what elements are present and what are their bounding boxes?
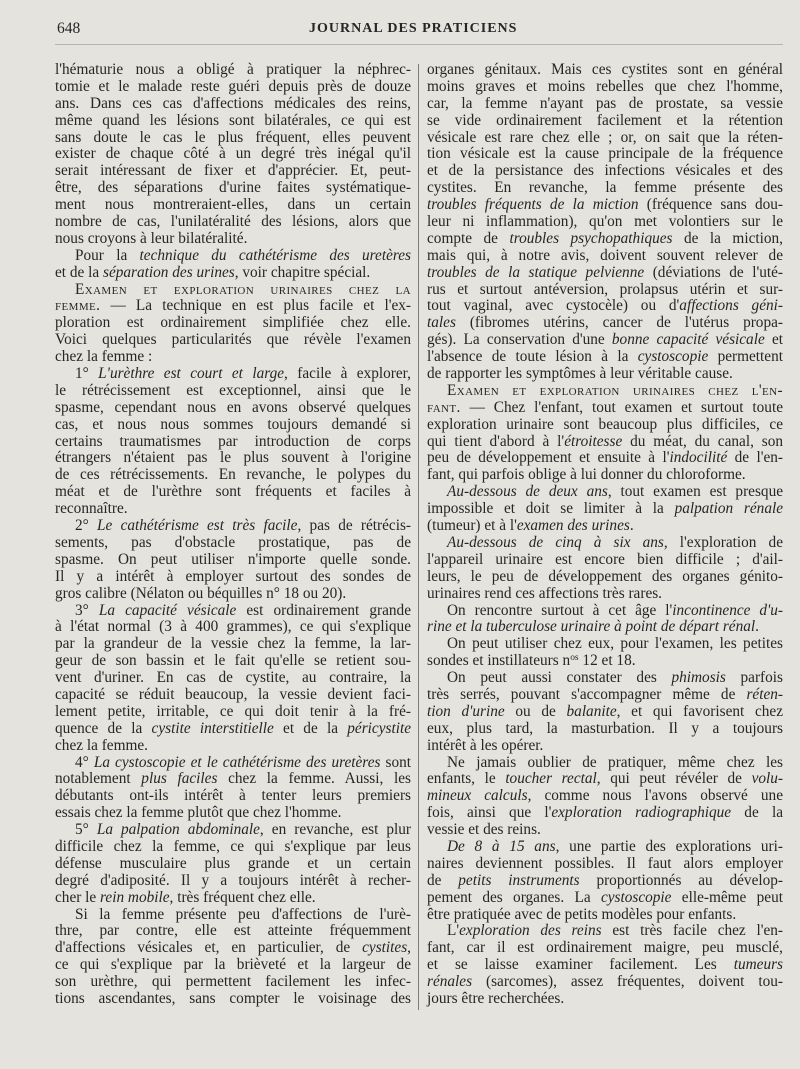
italic-text-run: examen des urines	[516, 517, 630, 535]
text-line	[427, 231, 783, 248]
italic-text-run: bonne capacité vésicale	[611, 331, 765, 349]
text-line	[55, 248, 411, 265]
italic-text-run: troubles psychopathiques	[509, 229, 673, 247]
text-run: pement des organes. La	[427, 888, 601, 906]
text-run: 1°	[75, 365, 99, 383]
text-line: car, la femme n'ayant pas de prostate, sa vessie	[427, 94, 783, 112]
italic-text-run: réten-	[746, 685, 783, 703]
text-run: de l'en-	[727, 449, 783, 467]
italic-text-run: balanite	[566, 702, 617, 720]
text-line: sans doute le cas le plus fréquent, elles peuvent	[55, 128, 411, 146]
text-line	[427, 923, 783, 940]
text-line	[55, 366, 411, 383]
text-line: Si la femme présente peu d'affections de l'urè-	[75, 905, 411, 923]
text-line	[55, 265, 411, 282]
paragraph	[427, 636, 783, 670]
paragraph	[55, 282, 411, 366]
text-line: nous croyons à leur bilatéralité.	[55, 229, 248, 247]
italic-text-run: La capacité vésicale	[98, 601, 237, 619]
text-line	[427, 383, 783, 400]
text-run: .	[755, 618, 759, 636]
page-number: 648	[57, 20, 81, 37]
italic-text-run: péricystite	[347, 719, 411, 737]
text-run: (fibromes utérins, cancer de l'utérus propa-	[455, 314, 783, 332]
text-line	[55, 282, 411, 299]
text-line: de ces rétrécissements. En revanche, le polypes du	[55, 466, 411, 484]
paragraph	[55, 62, 411, 248]
italic-text-run: La palpation abdominale	[96, 821, 260, 839]
text-line: vessie et des reins.	[427, 821, 541, 839]
text-line	[427, 805, 783, 822]
text-line: Ne jamais oublier de pratiquer, même chez les	[447, 753, 783, 771]
text-line: organes génitaux. Mais ces cystites sont en général	[427, 61, 783, 78]
italic-text-run: cystoscopie	[600, 888, 672, 906]
text-line	[427, 839, 783, 856]
italic-text-run: indocilité	[669, 449, 728, 467]
text-line: l'appareil urinaire est encore bien difficile ; d'ail-	[427, 550, 783, 568]
text-run: , et qui favorisent chez	[616, 702, 783, 720]
text-run: (déviations de l'uté-	[644, 263, 784, 281]
text-line: ans. Dans ces cas d'affections médicales des reins,	[55, 94, 411, 112]
text-run: — Chez l'enfant, tout examen et surtout toute	[460, 398, 783, 416]
text-run: fois, ainsi que l'	[427, 804, 552, 822]
text-line	[427, 315, 783, 332]
text-line: méat et de l'urèthre sont fréquents et faciles à	[55, 483, 411, 501]
italic-text-run: De 8 à 15 ans	[447, 837, 556, 855]
superscript-text-run: os	[570, 653, 579, 664]
small-caps-text-run: Examen et exploration urinaires chez l'en-	[447, 381, 783, 399]
text-run: (sarcomes), assez fréquentes, doivent tou-	[472, 973, 783, 991]
italic-text-run: mineux calculs	[427, 787, 528, 805]
text-run: On rencontre surtout à cet âge l'	[447, 601, 673, 619]
text-run: , facile à explorer,	[284, 365, 411, 383]
text-line: geur de son bassin et le fait qu'elle se retient sou-	[55, 652, 411, 670]
text-line	[427, 484, 783, 501]
text-line	[427, 197, 783, 214]
paragraph	[55, 366, 411, 518]
text-line: à l'état normal (3 à 400 grammes), ce qui s'explique	[55, 618, 411, 636]
text-line: le rétrécissement est exceptionnel, ainsi que le	[55, 381, 411, 399]
text-line	[427, 704, 783, 721]
paragraph	[55, 822, 411, 906]
text-run: de la	[731, 804, 783, 822]
text-run: (fréquence sans dou-	[638, 196, 783, 214]
text-line	[427, 400, 783, 417]
text-run: , tout examen est presque	[607, 483, 784, 501]
text-line	[55, 518, 411, 535]
text-run: gés). La conservation d'une	[427, 331, 612, 349]
text-run: et de la	[273, 719, 348, 737]
italic-text-run: technique du cathétérisme des uretères	[139, 246, 411, 264]
small-caps-text-run: Examen et exploration urinaires chez la	[75, 280, 411, 298]
italic-text-run: affections géni-	[679, 297, 783, 315]
text-run: On peut aussi constater des	[447, 669, 672, 687]
text-run: sont	[380, 753, 412, 771]
text-line: leurs, le peu de développement des organes génito-	[427, 567, 783, 585]
text-run: qui tient d'abord à l'	[427, 432, 565, 450]
text-line	[427, 535, 783, 552]
right-column	[427, 62, 783, 1008]
text-run: l'absence de toute lésion à la	[427, 348, 638, 366]
text-line: fant, qui parfois oblige à lui donner du chloroforme.	[427, 466, 746, 484]
text-run: notablement	[55, 770, 142, 788]
text-line	[55, 721, 411, 738]
text-run: 2°	[75, 517, 98, 535]
column-divider	[418, 64, 419, 1010]
italic-text-run: palpation rénale	[674, 500, 784, 518]
italic-text-run: tumeurs	[733, 956, 783, 974]
text-line: et de la persistance des infections vésicales et des	[427, 162, 783, 180]
text-line	[427, 332, 783, 349]
text-line: être pratiquée avec de petits modèles pour enfants.	[427, 905, 737, 923]
text-run: 5°	[75, 821, 97, 839]
text-line: vent d'uriner. En cas de cystite, au contraire, la	[55, 669, 411, 687]
text-line	[55, 298, 411, 315]
text-run: cher le	[55, 888, 101, 906]
italic-text-run: rénales	[427, 973, 473, 991]
paragraph	[427, 923, 783, 1007]
text-line: ce qui s'explique par la brièveté et la largeur de	[55, 956, 411, 974]
left-column	[55, 62, 411, 1008]
text-line: naires deviennent possibles. Il faut alors employer	[427, 854, 783, 872]
paragraph	[427, 670, 783, 754]
text-run: d'affections vésicales et, en particulier, de	[55, 939, 363, 957]
text-line	[427, 349, 783, 366]
text-line: chez la femme.	[55, 736, 148, 754]
paragraph	[55, 248, 411, 282]
text-line	[427, 974, 783, 991]
italic-text-run: exploration des reins	[459, 922, 602, 940]
text-line	[427, 603, 783, 620]
text-line	[427, 298, 783, 315]
text-run: 4°	[75, 753, 94, 771]
text-line: chez la femme :	[55, 348, 153, 366]
text-line	[427, 518, 783, 535]
italic-text-run: étroitesse	[564, 432, 623, 450]
text-line	[427, 788, 783, 805]
text-line: degré d'adiposité. Il y a toujours intérêt à recher-	[55, 871, 411, 889]
text-line: moins graves et moins rebelles que chez l'homme,	[427, 77, 783, 95]
text-run: permettent	[708, 348, 783, 366]
text-run: sondes et instillateurs n	[427, 652, 571, 670]
italic-text-run: Au-dessous de deux ans	[447, 483, 608, 501]
text-line: intérêt à les opérer.	[427, 736, 544, 754]
text-run: ou de	[504, 702, 567, 720]
italic-text-run: Le cathétérisme est très facile	[97, 517, 298, 535]
text-line	[427, 873, 783, 890]
text-run: 3°	[75, 601, 99, 619]
text-line: cas, et nous nous sommes toujours demandé si	[55, 415, 411, 433]
text-run: , comme nous l'avons observé une	[527, 787, 783, 805]
text-line: cystites. En revanche, la femme présente des	[427, 179, 783, 197]
text-line: reconnaître.	[55, 500, 128, 518]
text-run: très serrés, pouvant s'accompagner même de	[427, 685, 747, 703]
text-run: proportionnés au dévelop-	[579, 871, 784, 889]
text-line: spasme. On peut utiliser n'importe quelle sonde.	[55, 550, 411, 568]
text-run: enfants, le	[427, 770, 506, 788]
text-run: , l'exploration de	[663, 533, 783, 551]
text-run: et	[764, 331, 783, 349]
text-line: être, des séparations d'urine faites systématique-	[55, 179, 411, 197]
text-line: son urèthre, qui permettent facilement les infec-	[55, 973, 411, 991]
text-line: de rapporter les symptômes à leur véritable cause.	[427, 365, 733, 383]
text-run: quence de la	[55, 719, 152, 737]
text-run: L'	[447, 922, 460, 940]
text-line: exister de chaque côté à un degré très inégal qu'il	[55, 145, 411, 163]
paragraph	[427, 62, 783, 383]
text-run: 12 et 18.	[578, 652, 636, 670]
italic-text-run: toucher rectal	[505, 770, 597, 788]
text-line: difficile chez la femme, ce qui s'explique par leus	[55, 837, 411, 855]
running-title: JOURNAL DES PRATICIENS	[309, 21, 518, 36]
text-line: leur ni inflammation), qu'on met volontiers sur le	[427, 213, 783, 231]
text-run: .	[629, 517, 634, 535]
text-line: rus et surtout antéversion, prolapsus utérin et sur-	[427, 280, 783, 298]
small-caps-text-run: fant.	[427, 398, 461, 416]
paragraph	[55, 755, 411, 823]
text-line: même quand les lésions sont bilatérales, ce qui est	[55, 111, 411, 129]
text-line: tomie et le malade reste guéri depuis près de douze	[55, 77, 411, 95]
text-line: débutants ont-ils intérêt à tenter leurs premiers	[55, 787, 411, 805]
italic-text-run: tion d'urine	[427, 702, 505, 720]
text-line: Voici quelques particularités que révèle l'examen	[55, 331, 411, 349]
text-run: , voir chapitre spécial.	[234, 263, 371, 281]
text-line	[427, 771, 783, 788]
text-line: certains traumatismes par introduction de corps	[55, 432, 411, 450]
text-line: tions ascendantes, sans compter le voisinage des	[55, 989, 411, 1007]
text-line	[55, 890, 411, 907]
italic-text-run: rein mobile	[100, 888, 170, 906]
text-line: capacité se réduit beaucoup, la vessie devient faci-	[55, 685, 411, 703]
text-line: se vide ordinairement facilement et la rétention	[427, 111, 783, 129]
header-rule	[55, 44, 783, 45]
text-line	[55, 822, 411, 839]
text-line: ploration est ordinairement simplifiée chez elle.	[55, 314, 411, 332]
small-caps-text-run: femme.	[55, 297, 101, 315]
paragraph	[55, 603, 411, 755]
text-line: lement petite, irritable, ce qui doit tenir à la fré-	[55, 702, 411, 720]
italic-text-run: rine et la tuberculose urinaire à point de départ rénal	[427, 618, 756, 636]
text-line	[427, 450, 783, 467]
text-run: et de la	[55, 263, 103, 281]
text-run: , en revanche, est plur	[259, 821, 412, 839]
paragraph	[427, 383, 783, 484]
text-line: mais qui, à notre avis, doivent souvent relever de	[427, 246, 783, 264]
italic-text-run: troubles fréquents de la miction	[427, 196, 639, 214]
text-line: nombre de cas, l'unilatéralité des lésions, alors que	[55, 213, 411, 231]
text-run: est très facile chez l'en-	[601, 922, 784, 940]
text-line	[55, 940, 411, 957]
text-line: défense musculaire plus grande et un certain	[55, 854, 411, 872]
italic-text-run: cystoscopie	[637, 348, 709, 366]
text-line: vésicale est rare chez elle ; or, on sait que la réten-	[427, 128, 783, 146]
text-run: elle-même peut	[671, 888, 783, 906]
italic-text-run: exploration radiographique	[551, 804, 732, 822]
text-run: peu de développement et ensuite à l'	[427, 449, 670, 467]
paragraph	[55, 907, 411, 1008]
text-line: On peut utiliser chez eux, pour l'examen, les petites	[447, 635, 783, 653]
italic-text-run: tales	[427, 314, 456, 332]
text-run: , une partie des explorations uri-	[555, 837, 783, 855]
text-line	[427, 687, 783, 704]
text-line: étrangers n'étaient pas le plus souvent à l'origine	[55, 449, 411, 467]
text-line: serait intéressant de fixer et d'apprécier. Et, peut-	[55, 162, 411, 180]
text-line: spasme, cependant nous en avons observé quelques	[55, 398, 411, 416]
text-line: Il y a intérêt à employer surtout des sondes de	[55, 567, 411, 585]
text-line: essais chez la femme plutôt que chez l'homme.	[55, 804, 342, 822]
italic-text-run: cystite interstitielle	[151, 719, 274, 737]
text-run: est ordinairement grande	[236, 601, 411, 619]
paragraph	[427, 535, 783, 603]
italic-text-run: cystites	[362, 939, 408, 957]
text-line	[427, 957, 783, 974]
text-run: de	[427, 871, 459, 889]
text-run: parfois	[725, 669, 783, 687]
text-run: chez la femme. Aussi, les	[217, 770, 412, 788]
text-line	[427, 890, 783, 907]
text-run: et se laisse examiner facilement. Les	[427, 956, 734, 974]
italic-text-run: La cystoscopie et le cathétérisme des uretères	[93, 753, 381, 771]
text-run: ,	[407, 939, 411, 957]
text-line: fant, car il est ordinairement maigre, peu musclé,	[427, 939, 783, 957]
text-run: compte de	[427, 229, 510, 247]
text-run: (tumeur) et à l'	[427, 517, 517, 535]
italic-text-run: plus faciles	[141, 770, 218, 788]
text-line: par la grandeur de la vessie chez la femme, la lar-	[55, 635, 411, 653]
text-run: de la miction,	[672, 229, 783, 247]
text-line: tion vésicale est la cause principale de la fréquence	[427, 145, 783, 163]
paragraph	[55, 518, 411, 602]
text-run: du méat, du canal, son	[622, 432, 784, 450]
paragraph	[427, 484, 783, 535]
italic-text-run: Au-dessous de cinq à six ans	[447, 533, 664, 551]
paragraph	[427, 755, 783, 839]
text-run: — La technique en est plus facile et l'ex-	[100, 297, 411, 315]
text-run: , qui peut révéler de	[596, 770, 752, 788]
text-line: exploration urinaire sont beaucoup plus difficiles, ce	[427, 415, 783, 433]
text-run: , pas de rétrécis-	[297, 517, 411, 535]
text-line	[55, 755, 411, 772]
paragraph	[427, 603, 783, 637]
text-line	[55, 771, 411, 788]
text-line	[427, 619, 783, 636]
text-line	[427, 670, 783, 687]
text-line: ment nous montreraient-elles, dans un certain	[55, 196, 411, 214]
text-line	[55, 603, 411, 620]
text-run: tout vaginal, avec cystocèle) ou d'	[427, 297, 680, 315]
text-line: l'hématurie nous a obligé à pratiquer la néphrec-	[55, 61, 411, 78]
italic-text-run: phimosis	[671, 669, 726, 687]
paragraph	[427, 839, 783, 923]
text-line: sements, pas d'obstacle prostatique, pas de	[55, 533, 411, 551]
italic-text-run: volu-	[751, 770, 783, 788]
text-line: eux, plus tard, la masturbation. Il y a toujours	[427, 719, 783, 737]
text-line	[427, 653, 783, 670]
text-line: urinaires rend ces affections très rares.	[427, 584, 663, 602]
text-line: thre, par contre, elle est atteinte fréquemment	[55, 922, 411, 940]
text-line	[427, 265, 783, 282]
italic-text-run: petits instruments	[458, 871, 580, 889]
italic-text-run: L'urèthre est court et large	[98, 365, 285, 383]
text-run: Pour la	[75, 246, 140, 264]
italic-text-run: incontinence d'u-	[672, 601, 783, 619]
italic-text-run: troubles de la statique pelvienne	[427, 263, 645, 281]
text-line: jours être recherchées.	[427, 989, 565, 1007]
text-line	[427, 434, 783, 451]
text-line: gros calibre (Nélaton ou béquilles n° 18 ou 20).	[55, 584, 347, 602]
text-line	[427, 501, 783, 518]
italic-text-run: séparation des urines	[103, 263, 235, 281]
text-run: , très fréquent chez elle.	[169, 888, 316, 906]
text-run: impossible et doit se limiter à la	[427, 500, 675, 518]
